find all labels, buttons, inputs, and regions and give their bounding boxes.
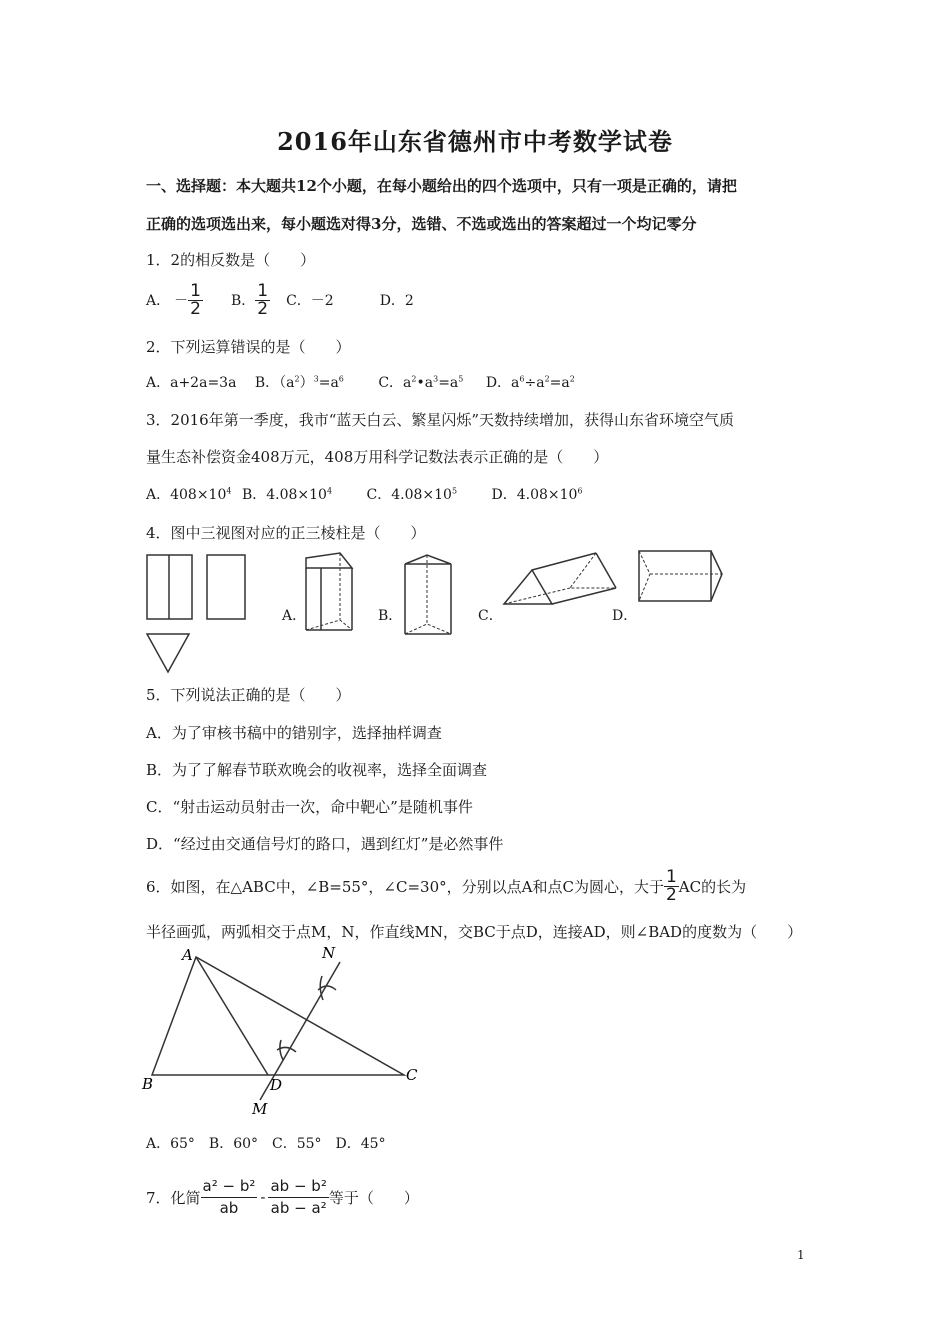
q3-option-c — [367, 487, 458, 503]
text: •a — [416, 375, 434, 391]
q2-options — [146, 372, 575, 392]
q3-stem-line2: 量生态补偿资金408万元，408万用科学记数法表示正确的是（ ） — [146, 448, 609, 466]
text: B．4.08×10 — [241, 487, 327, 503]
fraction-numerator: a² − b² — [201, 1179, 258, 1198]
exponent: 3 — [313, 374, 319, 384]
arc-mark-m-2 — [280, 1040, 283, 1060]
q1-option-b-label: B． — [230, 293, 256, 309]
text: ） — [299, 375, 314, 391]
q4-option-a-label: A． — [282, 608, 307, 624]
fraction-numerator: ab − b² — [268, 1179, 328, 1198]
triangle-abc — [152, 957, 404, 1075]
edge — [552, 588, 616, 604]
fraction-numerator: 1 — [257, 280, 269, 301]
prism-front-face — [504, 570, 552, 604]
exponent: 6 — [577, 486, 583, 496]
exponent: 5 — [451, 486, 458, 496]
section-instructions-line2: 正确的选项选出来，每小题选对得3分，选错、不选或选出的答案超过一个均记零分 — [146, 215, 697, 233]
q4-option-a-prism — [300, 550, 360, 640]
prism-top-face — [405, 555, 451, 564]
q1-option-a-sign: － — [174, 293, 189, 309]
page-number: 1 — [797, 1248, 805, 1262]
q4-option-b-prism — [400, 550, 460, 640]
q4-option-d-label: D． — [612, 608, 638, 624]
q7-stem — [146, 1168, 419, 1226]
hidden-bottom — [306, 620, 352, 630]
q7-minus-sign: - — [260, 1188, 266, 1206]
fraction-denominator: ab — [219, 1198, 239, 1217]
section-instructions-line1: 一、选择题：本大题共12个小题，在每小题给出的四个选项中，只有一项是正确的，请把 — [146, 177, 737, 195]
q7-stem-text: 7．化简 — [146, 1188, 201, 1207]
text: =a — [438, 375, 459, 391]
q3-option-a — [146, 487, 231, 503]
text: =a — [318, 375, 339, 391]
q1-option-b-fraction — [255, 280, 270, 319]
q2-option-d — [486, 375, 575, 391]
text: D．a — [485, 375, 520, 391]
prism-top-face — [306, 553, 352, 568]
q1-option-a-label: A． — [146, 293, 171, 309]
label-a: A — [182, 946, 193, 964]
q5-option-b: B．为了了解春节联欢晚会的收视率，选择全面调查 — [146, 761, 488, 779]
exponent: 2 — [294, 374, 300, 384]
text: A．408×10 — [146, 487, 227, 503]
exponent: 3 — [433, 374, 439, 384]
q6-stem-line1 — [146, 866, 746, 906]
edge — [596, 553, 616, 588]
label-c: C — [406, 1066, 418, 1084]
q6-stem-line2: 半径画弧，两弧相交于点M，N，作直线MN，交BC于点D，连接AD，则∠BAD的度数为（ ） — [146, 923, 803, 941]
q5-option-d: D．“经过由交通信号灯的路口，遇到红灯”是必然事件 — [146, 835, 504, 853]
q6-triangle-figure — [140, 942, 430, 1117]
hidden-end — [639, 551, 650, 601]
q7-fraction-2 — [268, 1176, 328, 1217]
q4-stem: 4．图中三视图对应的正三棱柱是（ ） — [146, 524, 426, 542]
fraction-numerator: 1 — [190, 280, 201, 301]
fraction-denominator: 2 — [665, 884, 677, 905]
q4-option-b-label: B． — [378, 608, 403, 624]
prism-end — [711, 551, 722, 601]
text: D．4.08×10 — [491, 487, 578, 503]
prism-body — [639, 551, 711, 601]
hidden-bottom — [405, 624, 451, 634]
top-view-triangle — [147, 634, 189, 672]
text: ÷a — [524, 375, 545, 391]
q4-option-c-label: C． — [478, 608, 503, 624]
fraction-denominator: ab − a² — [270, 1198, 327, 1217]
q4-option-d-prism — [634, 546, 726, 604]
q5-option-c: C．“射击运动员射击一次，命中靶心”是随机事件 — [146, 798, 473, 816]
label-n: N — [322, 944, 336, 962]
q5-stem: 5．下列说法正确的是（ ） — [146, 686, 351, 704]
text: C．a — [378, 375, 412, 391]
q6-options: A．65° B．60° C．55° D．45° — [146, 1136, 386, 1152]
three-view-figure — [140, 548, 250, 678]
fraction-denominator: 2 — [257, 298, 269, 319]
q6-stem-text-end: AC的长为 — [678, 877, 747, 896]
q3-stem-line1: 3．2016年第一季度，我市“蓝天白云、繁星闪烁”天数持续增加，获得山东省环境空气质 — [146, 411, 735, 429]
q2-option-a: A．a+2a=3a — [146, 375, 237, 391]
side-view — [207, 555, 245, 619]
q6-half-fraction — [664, 866, 679, 905]
q1-option-a-fraction — [188, 280, 203, 319]
q7-fraction-1 — [201, 1176, 258, 1217]
q2-option-c — [378, 375, 463, 391]
q1-option-c: C．－2 — [286, 293, 334, 309]
fraction-numerator: 1 — [665, 866, 677, 887]
exponent: 4 — [326, 486, 333, 496]
q5-option-a: A．为了审核书稿中的错别字，选择抽样调查 — [146, 724, 442, 742]
exponent: 4 — [226, 486, 232, 496]
q6-stem-text: 6．如图，在△ABC中，∠B=55°，∠C=30°，分别以点A和点C为圆心，大于 — [146, 877, 664, 896]
exponent: 2 — [569, 374, 575, 384]
label-m: M — [252, 1100, 268, 1118]
page-title: 2016年山东省德州市中考数学试卷 — [277, 127, 673, 156]
edge — [532, 553, 596, 570]
q1-option-d: D．2 — [379, 293, 414, 309]
q3-option-d — [491, 487, 582, 503]
exponent: 2 — [544, 374, 550, 384]
q1-stem: 1．2的相反数是（ ） — [146, 251, 316, 269]
q1-options — [146, 282, 414, 318]
q2-stem: 2．下列运算错误的是（ ） — [146, 338, 351, 356]
exponent: 5 — [458, 374, 464, 384]
text: =a — [549, 375, 570, 391]
q7-stem-text-end: 等于（ ） — [328, 1188, 419, 1207]
fraction-denominator: 2 — [190, 298, 201, 319]
exponent: 6 — [519, 374, 525, 384]
label-b: B — [142, 1075, 154, 1093]
label-d: D — [270, 1076, 283, 1094]
text: C．4.08×10 — [366, 487, 452, 503]
exponent: 2 — [411, 374, 417, 384]
q3-option-b — [242, 487, 332, 503]
exponent: 6 — [338, 374, 344, 384]
text: B．（a — [254, 375, 295, 391]
segment-ad — [196, 957, 268, 1075]
q3-options — [146, 484, 583, 504]
q4-option-c-prism — [500, 548, 620, 618]
q2-option-b — [255, 375, 344, 391]
